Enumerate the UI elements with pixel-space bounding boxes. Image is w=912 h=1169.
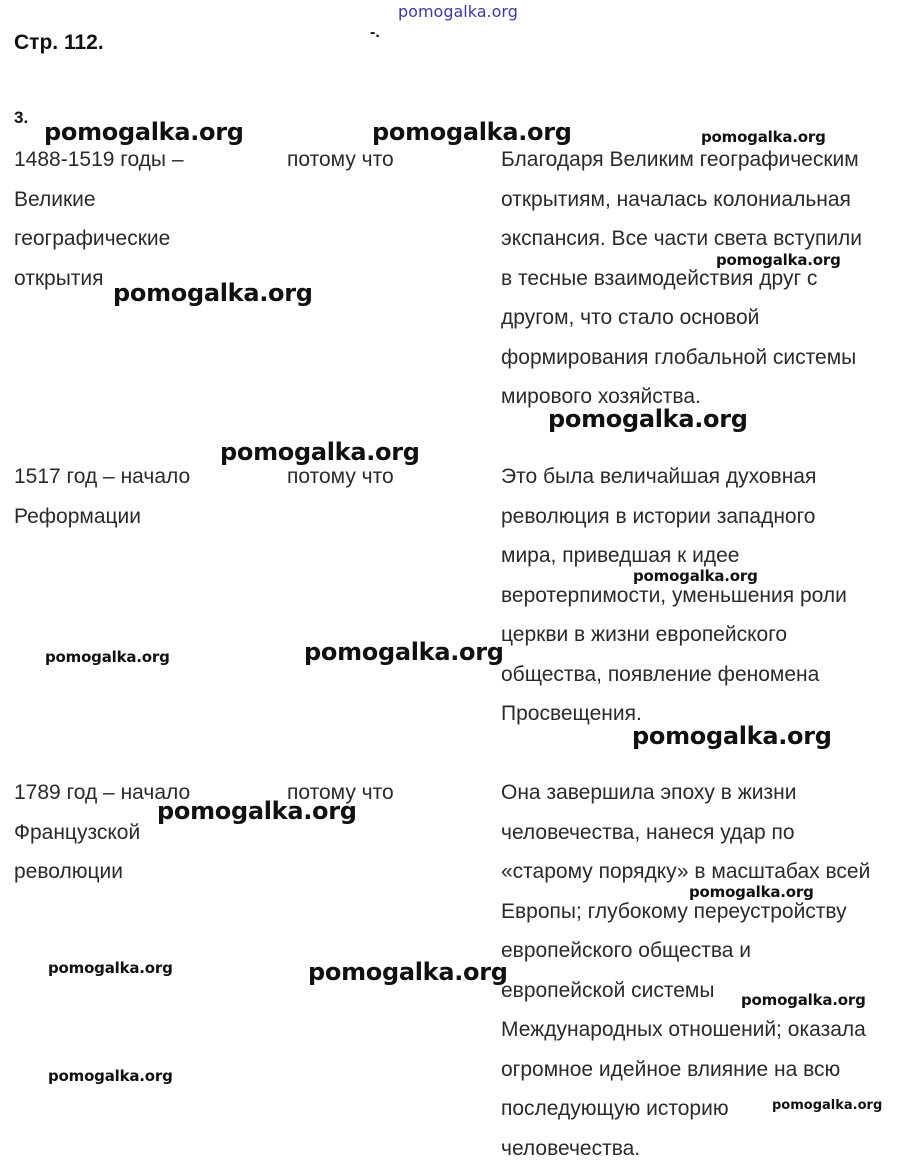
watermark: pomogalka.org	[701, 128, 826, 146]
watermark: pomogalka.org	[157, 797, 357, 825]
reason-line: Это была величайшая духовная	[501, 465, 817, 488]
reason-line: Благодаря Великим географическим	[501, 148, 859, 171]
event-line: Великие	[14, 187, 96, 211]
watermark: pomogalka.org	[372, 118, 572, 146]
task-number: 3.	[14, 108, 29, 127]
watermark: pomogalka.org	[48, 1067, 173, 1085]
reason-cell-2	[501, 457, 911, 734]
reason-line: революция в истории западного	[501, 504, 816, 528]
watermark: pomogalka.org	[548, 405, 748, 433]
connector-1: потому что	[287, 148, 394, 171]
watermark: pomogalka.org	[113, 279, 313, 307]
reason-cell-1	[501, 140, 911, 417]
watermark: pomogalka.org	[44, 118, 244, 146]
reason-line: мира, приведшая к идее	[501, 544, 740, 567]
watermark: pomogalka.org	[308, 958, 508, 986]
reason-line: в тесные взаимодействия друг с	[501, 266, 818, 290]
watermark: pomogalka.org	[632, 722, 832, 750]
reason-line: церкви в жизни европейского	[501, 623, 788, 646]
watermark: pomogalka.org	[48, 959, 173, 977]
watermark: pomogalka.org	[772, 1098, 883, 1113]
page-label: Стр. 112.	[14, 31, 104, 54]
reason-line: человечества.	[501, 1136, 641, 1160]
reason-line: формирования глобальной системы	[501, 345, 857, 369]
watermark: pomogalka.org	[304, 638, 504, 666]
reason-line: европейского общества и	[501, 939, 752, 962]
event-line: 1789 год – начало	[14, 781, 191, 804]
reason-line: Она завершила эпоху в жизни	[501, 781, 797, 804]
watermark: pomogalka.org	[633, 567, 758, 585]
event-cell-2	[14, 457, 274, 536]
reason-line: «старому порядку» в масштабах всей	[501, 860, 871, 883]
event-cell-3	[14, 773, 274, 892]
reason-line: открытиям, началась колониальная	[501, 187, 851, 211]
reason-line: огромное идейное влияние на всю	[501, 1057, 841, 1081]
event-line: революции	[14, 860, 123, 883]
event-cell-1	[14, 140, 274, 298]
reason-line: другом, что стало основой	[501, 306, 760, 329]
watermark: pomogalka.org	[689, 883, 814, 901]
reason-line: последующую историю	[501, 1097, 729, 1120]
event-line: 1517 год – начало	[14, 465, 191, 488]
watermark: pomogalka.org	[716, 251, 841, 269]
reason-line: Европы; глубокому переустройству	[501, 899, 847, 923]
reason-line: европейской системы	[501, 978, 715, 1002]
reason-line: Просвещения.	[501, 702, 642, 725]
reason-line: человечества, нанеся удар по	[501, 820, 795, 844]
event-line: открытия	[14, 266, 104, 290]
event-line: Реформации	[14, 504, 142, 528]
connector-2: потому что	[287, 465, 394, 488]
reason-line: веротерпимости, уменьшения роли	[501, 583, 847, 607]
reason-line: экспансия. Все части света вступили	[501, 227, 863, 250]
watermark: pomogalka.org	[220, 438, 420, 466]
watermark: pomogalka.org	[741, 991, 866, 1009]
connector-3: потому что	[287, 781, 394, 804]
event-line: 1488-1519 годы –	[14, 148, 184, 171]
reason-line: мирового хозяйства.	[501, 385, 701, 408]
watermark-top: pomogalka.org	[398, 2, 518, 21]
event-line: Французской	[14, 820, 141, 844]
watermark: pomogalka.org	[45, 648, 170, 666]
dash-mark: -.	[370, 24, 380, 41]
reason-line: общества, появление феномена	[501, 662, 820, 686]
reason-line: Международных отношений; оказала	[501, 1018, 866, 1041]
event-line: географические	[14, 227, 171, 250]
